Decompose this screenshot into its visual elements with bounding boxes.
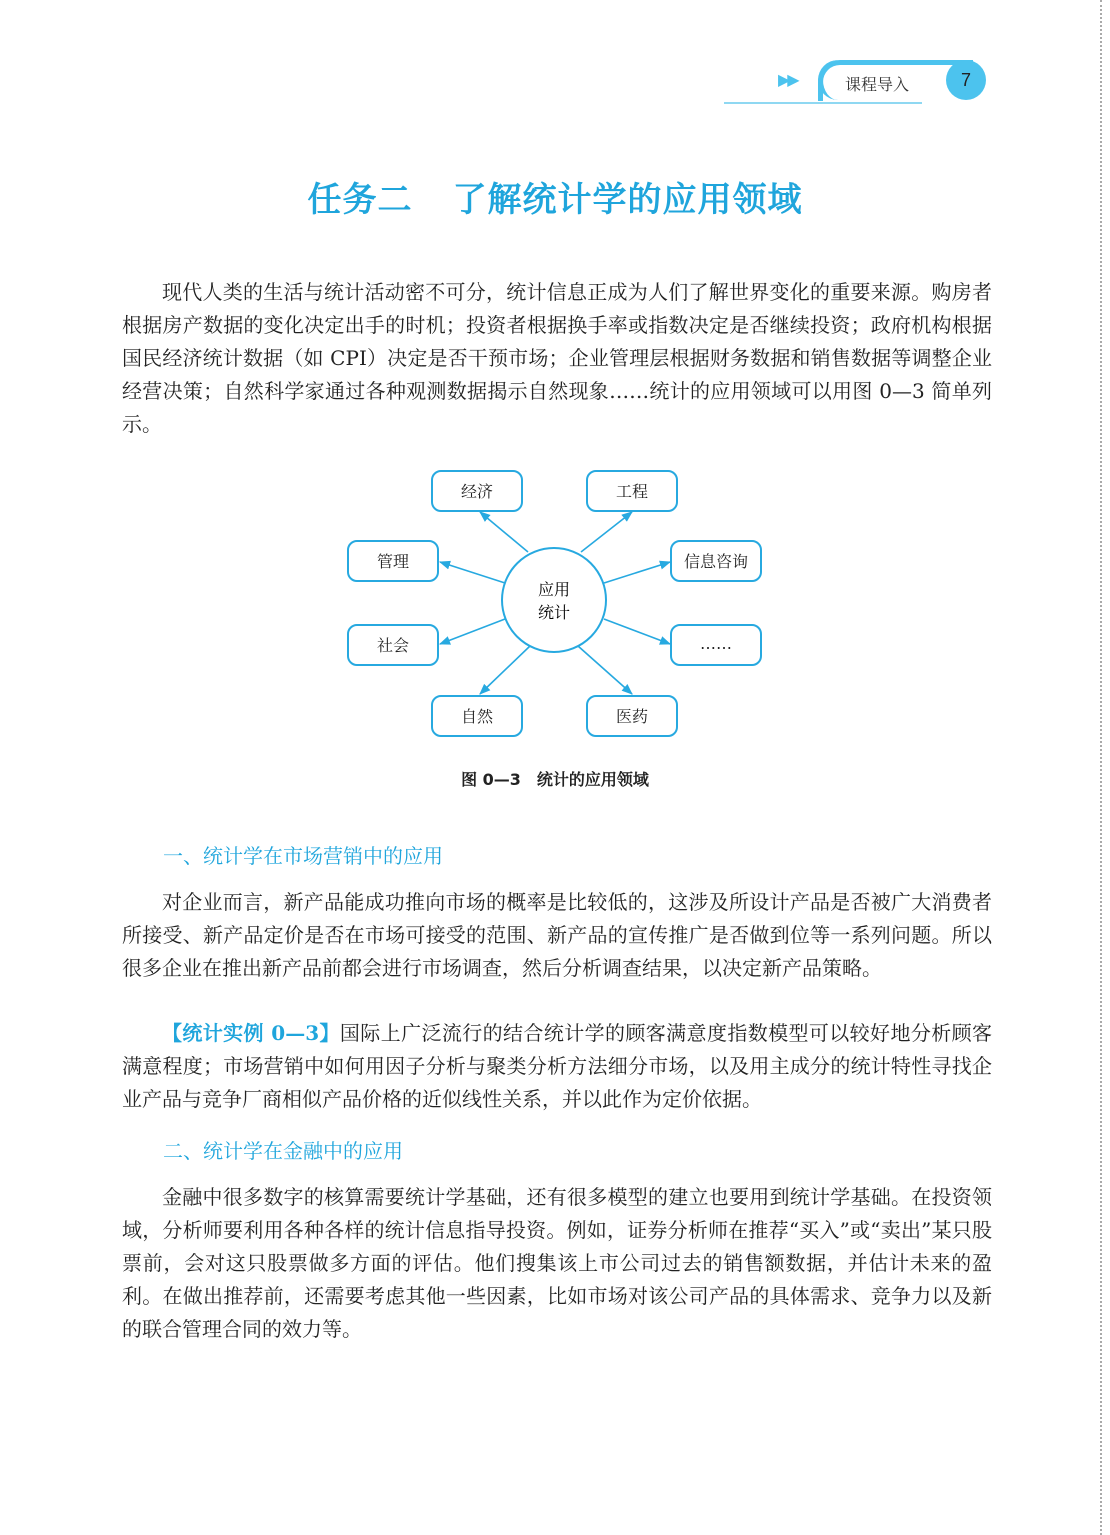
task-number: 任务二: [307, 180, 413, 220]
case-text: 国际上广泛流行的结合统计学的顾客满意度指数模型可以较好地分析顾客满意程度；市场营销中如何用因子分析与聚类分析方法细分市场，以及用主成分的统计特性寻找企业产品与竞争厂商相似产品价格的近似线性关系，并以此作为定价依据。: [122, 1021, 993, 1111]
section-heading-finance: 二、统计学在金融中的应用: [163, 1139, 403, 1163]
node-label: 自然: [460, 707, 494, 726]
section-heading-marketing: 一、统计学在市场营销中的应用: [163, 844, 443, 868]
marketing-paragraph: 对企业而言，新产品能成功推向市场的概率是比较低的，这涉及所设计产品是否被广大消费者所接受、新产品定价是否在市场可接受的范围、新产品的宣传推广是否做到位等一系列问题。所以很多企业在推出新产品前都会进行市场调查，然后分析调查结果，以决定新产品策略。: [122, 890, 992, 980]
center-label-1: 应用: [537, 580, 571, 599]
case-label: 【统计实例 0—3】: [162, 1021, 340, 1045]
node-label: 医药: [615, 707, 649, 726]
task-name: 了解统计学的应用领域: [452, 180, 803, 220]
node-label: 社会: [376, 636, 410, 655]
intro-paragraph: 现代人类的生活与统计活动密不可分，统计信息正成为人们了解世界变化的重要来源。购房者根据房产数据的变化决定出手的时机；投资者根据换手率或指数决定是否继续投资；政府机构根据国民经济统计数据（如 CPI）决定是否干预市场；企业管理层根据财务数据和销售数据等调整企业经营决策；自然科学家通过各种观测数据揭示自然现象……统计的应用领域可以用图 0—3 简单列示。: [122, 280, 992, 436]
center-label-2: 统计: [537, 603, 571, 622]
node-label: 经济: [460, 482, 494, 501]
node-label: ……: [700, 634, 732, 653]
node-label: 管理: [376, 552, 410, 571]
node-label: 信息咨询: [683, 552, 749, 571]
node-label: 工程: [615, 482, 649, 501]
double-arrow-icon: ▶▶: [778, 70, 797, 89]
running-header: 课程导入: [845, 75, 910, 94]
page-number: 7: [946, 60, 986, 100]
case-example: [122, 1017, 992, 1116]
figure-caption: 图 0—3 统计的应用领域: [461, 770, 649, 789]
finance-paragraph: 金融中很多数字的核算需要统计学基础，还有很多模型的建立也要用到统计学基础。在投资领域，分析师要利用各种各样的统计信息指导投资。例如，证券分析师在推荐“买入”或“卖出”某只股票前，会对这只股票做多方面的评估。他们搜集该上市公司过去的销售额数据，并估计未来的盈利。在做出推荐前，还需要考虑其他一些因素，比如市场对该公司产品的具体需求、竞争力以及新的联合管理合同的效力等。: [122, 1185, 992, 1341]
center-node: [502, 548, 606, 652]
